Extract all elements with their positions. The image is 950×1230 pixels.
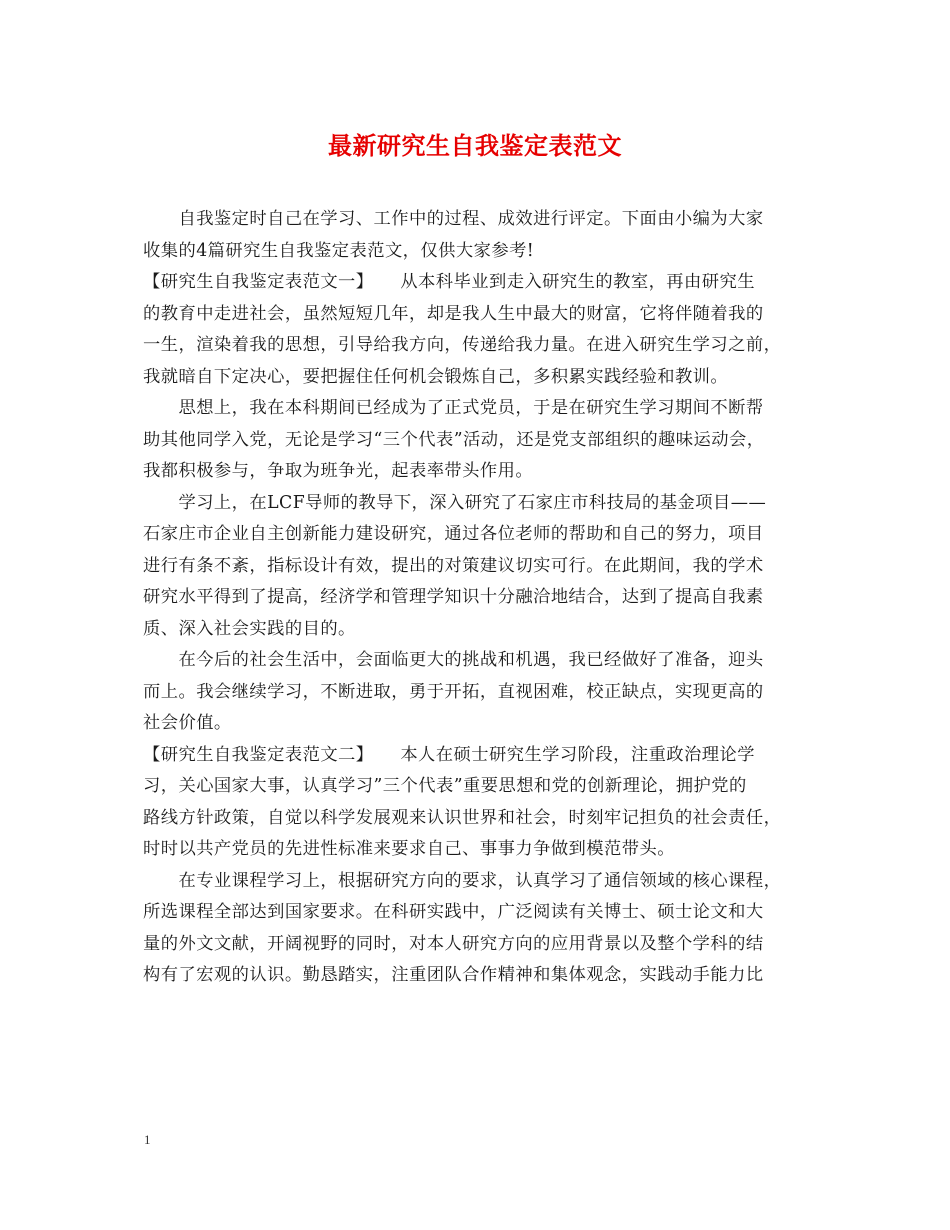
text-line: 【研究生自我鉴定表范文二】 本人在硕士研究生学习阶段，注重政治理论学 bbox=[143, 744, 755, 765]
text-line: 量的外文文献，开阔视野的同时，对本人研究方向的应用背景以及整个学科的结 bbox=[143, 933, 764, 954]
text-line: 一生，渲染着我的思想，引导给我方向，传递给我力量。在进入研究生学习之前， bbox=[143, 335, 782, 355]
text-line: 习，关心国家大事，认真学习”三个代表”重要思想和党的创新理论，拥护党的 bbox=[143, 776, 747, 796]
text-line: 思想上，我在本科期间已经成为了正式党员，于是在研究生学习期间不断帮 bbox=[143, 398, 764, 418]
text-line: 我就暗自下定决心，要把握住任何机会锻炼自己，多积累实践经验和教训。 bbox=[143, 366, 729, 387]
text-line: 社会价值。 bbox=[143, 713, 232, 733]
text-line: 研究水平得到了提高，经济学和管理学知识十分融洽地结合，达到了提高自我素 bbox=[143, 587, 764, 607]
text-line: 时时以共产党员的先进性标准来要求自己、事事力争做到模范带头。 bbox=[143, 839, 675, 859]
text-line: 构有了宏观的认识。勤恳踏实，注重团队合作精神和集体观念，实践动手能力比 bbox=[143, 965, 764, 985]
text-line: 进行有条不紊，指标设计有效，提出的对策建议切实可行。在此期间，我的学术 bbox=[143, 555, 764, 576]
text-line: 在今后的社会生活中，会面临更大的挑战和机遇，我已经做好了准备，迎头 bbox=[143, 650, 764, 670]
text-line: 学习上，在LCF导师的教导下，深入研究了石家庄市科技局的基金项目—— bbox=[143, 492, 767, 513]
text-line: 的教育中走进社会，虽然短短几年，却是我人生中最大的财富，它将伴随着我的 bbox=[143, 303, 764, 324]
text-line: 自我鉴定时自己在学习、工作中的过程、成效进行评定。下面由小编为大家 bbox=[143, 209, 764, 229]
document-title: 最新研究生自我鉴定表范文 bbox=[328, 132, 622, 160]
page-number: 1 bbox=[144, 1132, 151, 1147]
text-line: 所选课程全部达到国家要求。在科研实践中，广泛阅读有关博士、硕士论文和大 bbox=[143, 902, 764, 922]
text-line: 【研究生自我鉴定表范文一】 从本科毕业到走入研究生的教室，再由研究生 bbox=[143, 272, 755, 292]
text-line: 收集的4篇研究生自我鉴定表范文，仅供大家参考! bbox=[143, 240, 535, 261]
text-line: 而上。我会继续学习，不断进取，勇于开拓，直视困难，校正缺点，实现更高的 bbox=[143, 681, 764, 702]
text-line: 路线方针政策，自觉以科学发展观来认识世界和社会，时刻牢记担负的社会责任， bbox=[143, 807, 782, 828]
text-line: 我都积极参与，争取为班争光，起表率带头作用。 bbox=[143, 461, 534, 481]
text-line: 助其他同学入党，无论是学习“三个代表”活动，还是党支部组织的趣味运动会， bbox=[143, 429, 765, 450]
text-line: 在专业课程学习上，根据研究方向的要求，认真学习了通信领域的核心课程， bbox=[143, 870, 782, 891]
text-line: 质、深入社会实践的目的。 bbox=[143, 618, 356, 639]
text-line: 石家庄市企业自主创新能力建设研究，通过各位老师的帮助和自己的努力，项目 bbox=[143, 524, 764, 544]
document-body bbox=[143, 204, 823, 992]
